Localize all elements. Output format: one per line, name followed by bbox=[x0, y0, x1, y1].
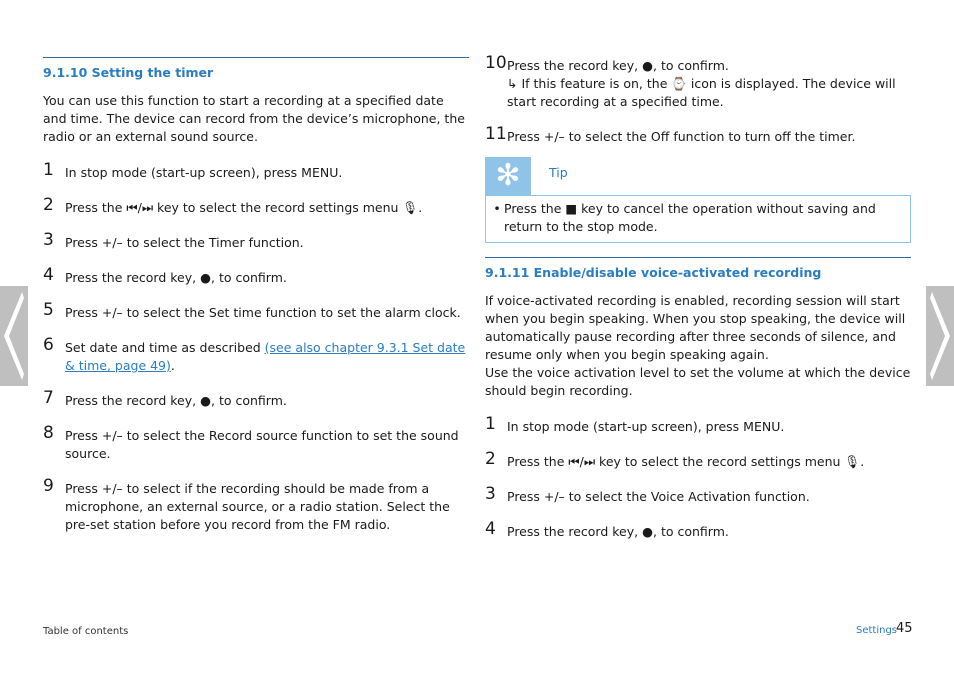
section-rule bbox=[43, 57, 469, 58]
step-text: Press the ⏮/⏭ key to select the record settings menu 🎙. bbox=[65, 200, 423, 215]
step-number: 10 bbox=[485, 53, 507, 73]
chevron-left-icon bbox=[0, 286, 28, 386]
bullet-icon: • bbox=[493, 201, 501, 216]
section-rule bbox=[485, 257, 911, 258]
step-number: 1 bbox=[485, 414, 496, 434]
step-text: Press +/– to select the Set time function to set the alarm clock. bbox=[65, 305, 461, 320]
step-text: Press the ⏮/⏭ key to select the record settings menu 🎙. bbox=[507, 454, 865, 469]
step-3 bbox=[43, 230, 469, 252]
section-heading: 9.1.11 Enable/disable voice-activated recording bbox=[485, 265, 822, 280]
step-text: Press +/– to select the Voice Activation function. bbox=[507, 489, 810, 504]
tip-header bbox=[485, 157, 911, 195]
step-text: Press +/– to select if the recording should be made from a microphone, an external source, or a radio station. Select the pre-set station before you record from the FM radio. bbox=[65, 481, 450, 532]
page-number: 45 bbox=[896, 621, 913, 636]
step-5 bbox=[43, 300, 469, 322]
step-number: 2 bbox=[485, 449, 496, 469]
step-1 bbox=[485, 414, 911, 436]
step-9 bbox=[43, 476, 469, 534]
section-heading: 9.1.10 Setting the timer bbox=[43, 65, 214, 80]
step-10 bbox=[485, 53, 911, 111]
step-2 bbox=[43, 195, 469, 217]
step-text: Press the record key, ●, to confirm. bbox=[507, 58, 729, 73]
step-8 bbox=[43, 423, 469, 463]
step-number: 3 bbox=[43, 230, 54, 250]
left-column bbox=[43, 57, 469, 534]
step-text: Press the record key, ●, to confirm. bbox=[65, 270, 287, 285]
step-number: 2 bbox=[43, 195, 54, 215]
footer-section: Settings bbox=[856, 625, 898, 636]
tip-box bbox=[485, 195, 911, 243]
intro-paragraph-2: Use the voice activation level to set the volume at which the device should begin recording. bbox=[485, 365, 911, 398]
step-number: 4 bbox=[485, 519, 496, 539]
step-text: Press +/– to select the Off function to turn off the timer. bbox=[507, 129, 856, 144]
step-7 bbox=[43, 388, 469, 410]
step-2 bbox=[485, 449, 911, 471]
step-text: In stop mode (start-up screen), press MENU. bbox=[65, 165, 343, 180]
step-text-before: Set date and time as described bbox=[65, 340, 265, 355]
step-text: Press the record key, ●, to confirm. bbox=[507, 524, 729, 539]
tip-text: Press the ■ key to cancel the operation without saving and return to the stop mode. bbox=[504, 201, 876, 234]
asterisk-icon: ✻ bbox=[485, 157, 531, 195]
next-page-button[interactable] bbox=[926, 286, 954, 386]
step-4 bbox=[485, 519, 911, 541]
intro-paragraph: If voice-activated recording is enabled, recording session will start when you begin speaking. When you stop speaking, the device will automatically pause recording after three seconds of silence, and resume only when you begin speaking again. bbox=[485, 293, 906, 362]
step-number: 11 bbox=[485, 124, 507, 144]
right-column bbox=[485, 53, 911, 541]
step-number: 4 bbox=[43, 265, 54, 285]
step-text: Press +/– to select the Record source function to set the sound source. bbox=[65, 428, 459, 461]
chevron-right-icon bbox=[926, 286, 954, 386]
tip-block bbox=[485, 157, 911, 243]
step-text-after: . bbox=[170, 358, 175, 373]
step-number: 9 bbox=[43, 476, 54, 496]
step-number: 3 bbox=[485, 484, 496, 504]
step-number: 7 bbox=[43, 388, 54, 408]
step-text: Press +/– to select the Timer function. bbox=[65, 235, 304, 250]
intro-paragraph: You can use this function to start a recording at a specified date and time. The device can record from the device’s microphone, the radio or an external sound source. bbox=[43, 93, 465, 144]
step-number: 1 bbox=[43, 160, 54, 180]
step-number: 8 bbox=[43, 423, 54, 443]
step-4 bbox=[43, 265, 469, 287]
step-3 bbox=[485, 484, 911, 506]
chapter-link[interactable]: (see also chapter 9.3.1 Set date & time, page 49) bbox=[65, 340, 466, 373]
step-text: Press the record key, ●, to confirm. bbox=[65, 393, 287, 408]
step-number: 5 bbox=[43, 300, 54, 320]
tip-item bbox=[490, 200, 898, 236]
step-text bbox=[65, 340, 465, 373]
step-11 bbox=[485, 124, 911, 146]
step-1 bbox=[43, 160, 469, 182]
step-text: In stop mode (start-up screen), press MENU. bbox=[507, 419, 785, 434]
tip-label: Tip bbox=[549, 165, 568, 180]
step-6 bbox=[43, 335, 469, 375]
table-of-contents-link[interactable]: Table of contents bbox=[43, 626, 129, 637]
step-result: ↳ If this feature is on, the ⌚ icon is displayed. The device will start recording at a specified time. bbox=[507, 76, 896, 109]
previous-page-button[interactable] bbox=[0, 286, 28, 386]
step-number: 6 bbox=[43, 335, 54, 355]
